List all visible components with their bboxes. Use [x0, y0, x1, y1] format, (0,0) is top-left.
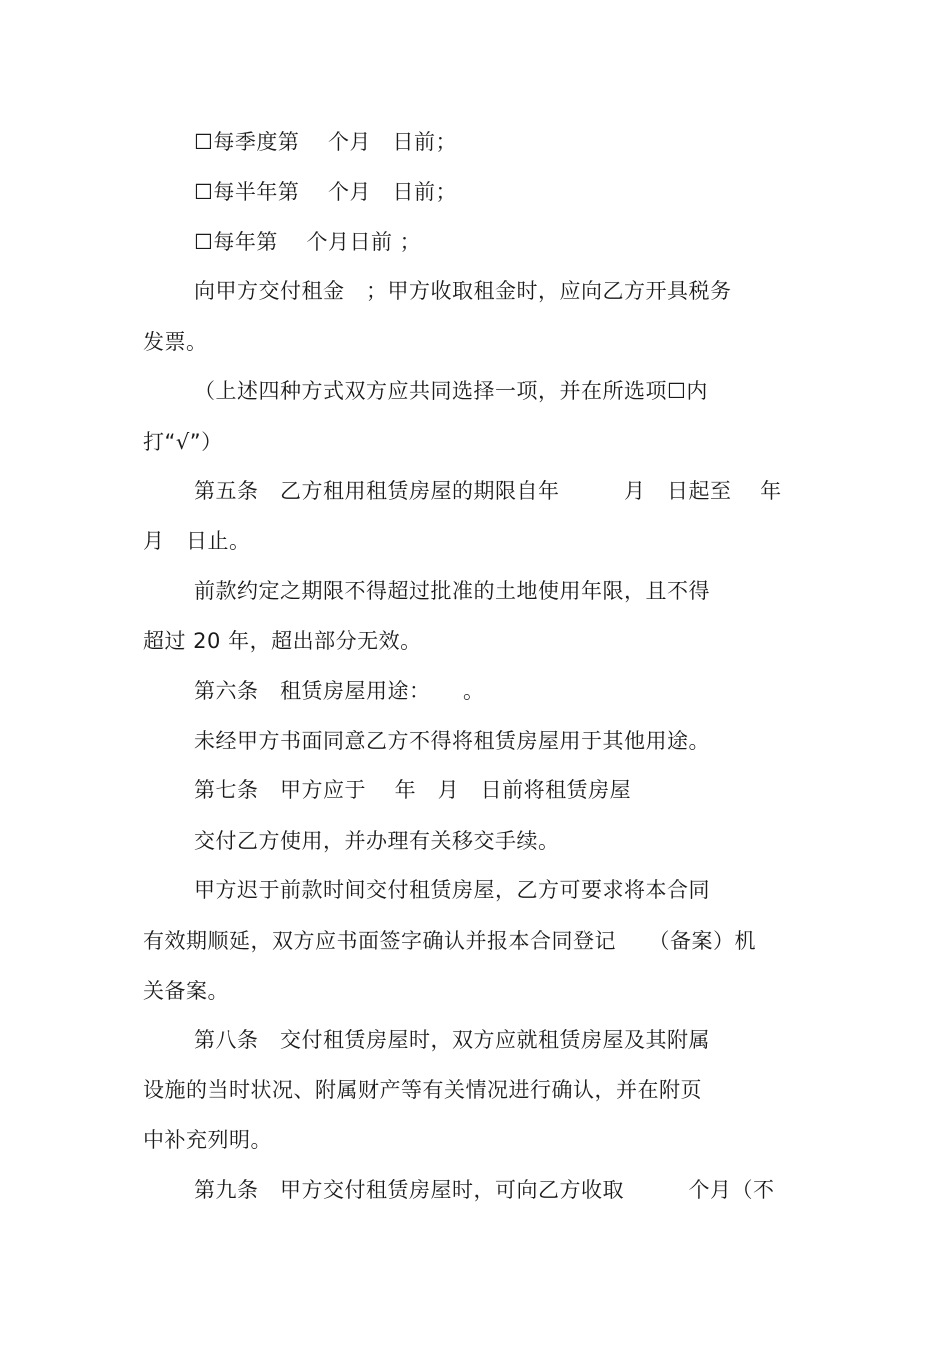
- article-8-heading: 第八条 交付租赁房屋时，双方应就租赁房屋及其附属: [194, 1028, 710, 1052]
- paragraph-line: 设施的当时状况、附属财产等有关情况进行确认，并在附页: [143, 1078, 702, 1102]
- paragraph-line: 交付乙方使用，并办理有关移交手续。: [194, 829, 560, 853]
- paragraph-line: 有效期顺延，双方应书面签字确认并报本合同登记 （备案）机: [143, 929, 756, 953]
- paragraph-line: 中补充列明。: [143, 1128, 272, 1152]
- payment-option-quarterly: ☐每季度第 个月 日前；: [194, 130, 458, 154]
- paragraph-line: 超过 20 年，超出部分无效。: [143, 629, 422, 653]
- article-9-heading: 第九条 甲方交付租赁房屋时，可向乙方收取 个月（不: [194, 1178, 775, 1202]
- paragraph-line: 向甲方交付租金 ；甲方收取租金时，应向乙方开具税务: [194, 279, 732, 303]
- payment-option-annual: ☐每年第 个月日前 ；: [194, 230, 422, 254]
- paragraph-line: 未经甲方书面同意乙方不得将租赁房屋用于其他用途。: [194, 729, 710, 753]
- paragraph-line: （上述四种方式双方应共同选择一项，并在所选项☐内: [194, 379, 708, 403]
- article-6-heading: 第六条 租赁房屋用途： 。: [194, 679, 485, 703]
- article-7-heading: 第七条 甲方应于 年 月 日前将租赁房屋: [194, 778, 632, 802]
- paragraph-line: 月 日止。: [143, 529, 251, 553]
- paragraph-line: 发票。: [143, 330, 208, 354]
- paragraph-line: 甲方迟于前款时间交付租赁房屋，乙方可要求将本合同: [194, 878, 710, 902]
- payment-option-semiannual: ☐每半年第 个月 日前；: [194, 180, 458, 204]
- paragraph-line: 前款约定之期限不得超过批准的土地使用年限，且不得: [194, 579, 710, 603]
- article-5-heading: 第五条 乙方租用租赁房屋的期限自年 月 日起至 年: [194, 479, 782, 503]
- paragraph-line: 打“√”）: [143, 430, 223, 454]
- paragraph-line: 关备案。: [143, 979, 229, 1003]
